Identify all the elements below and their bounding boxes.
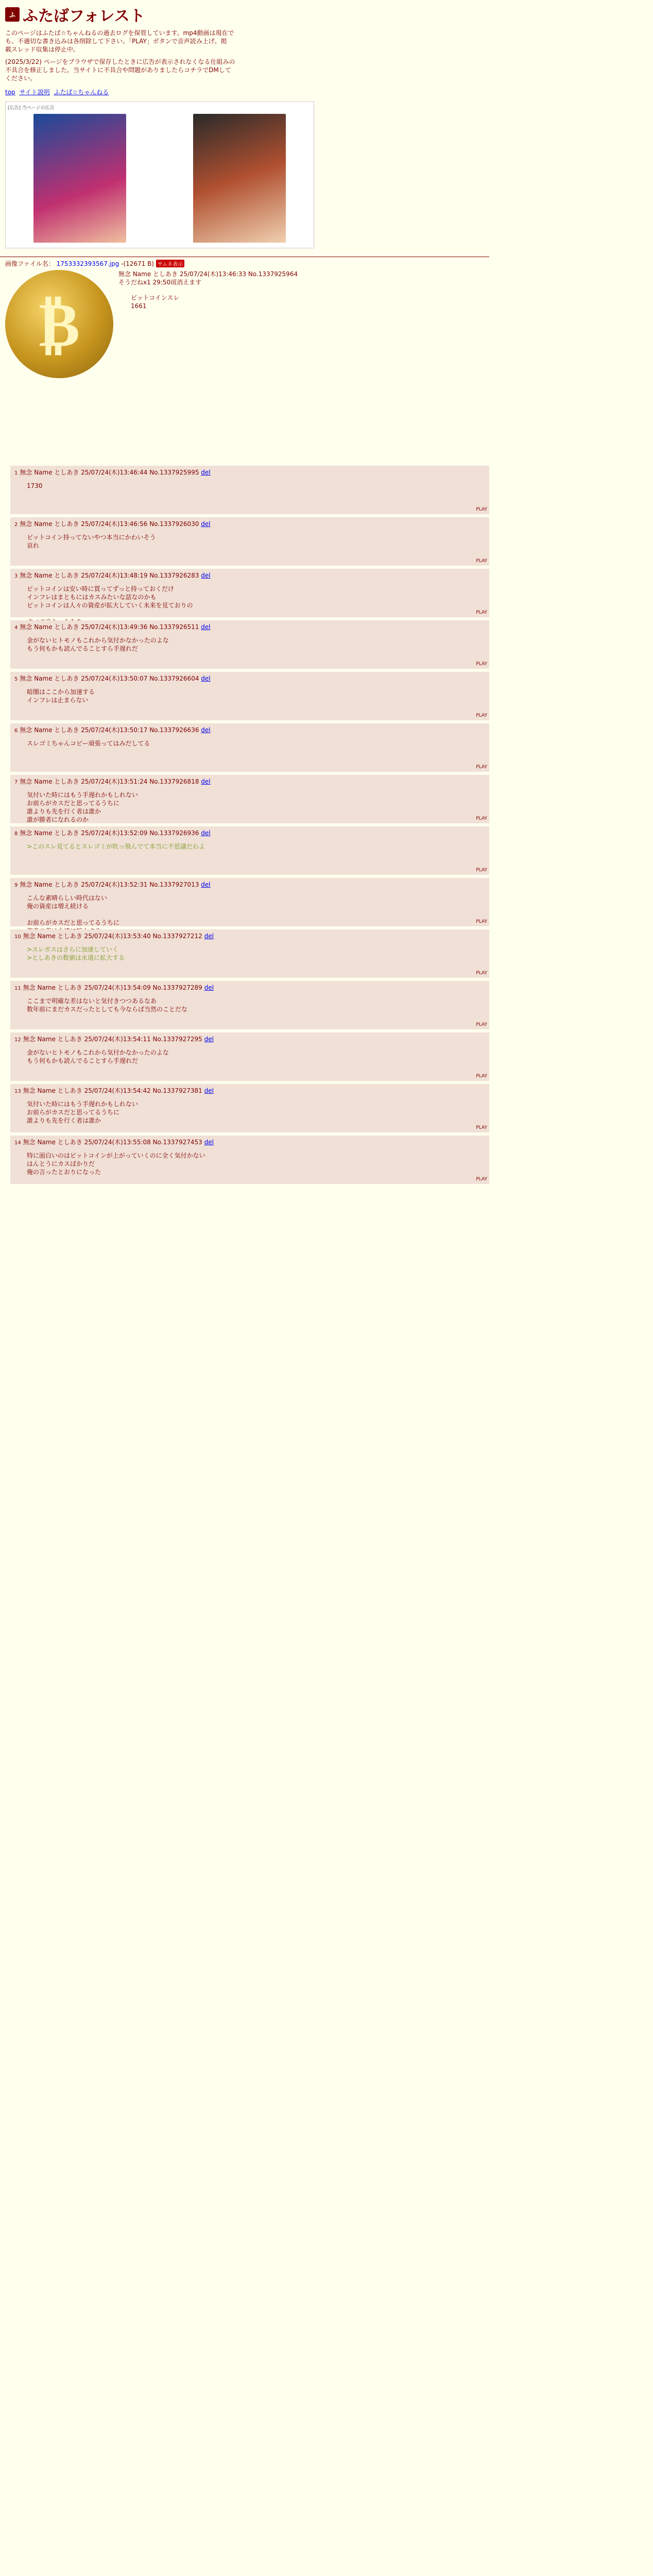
ad-image-2[interactable] [193,114,286,243]
reply-body: >スレガスはさらに加速していく >としあきの数値は永遠に拡大する [27,946,125,961]
reply-meta: 5 無念 Name としあき 25/07/24(木)13:50:07 No.1337926604 del [14,675,211,682]
site-notice: このページはふたば☆ちゃんねるの過去ログを保管しています。mp4動画は現在で も、不適切な書き込みは各削除して下さい。「PLAY」ボタンで音声読み上げ。掲 載スレッド収集は停止中。 (2025/3/22) ページをブラウザで保存したときに広告が表示されなくなる仕組みの 不具合を修正しました。当サイトに不具合や問題がありましたらコチラでDMして ください。 [5,29,235,82]
reply-number: 13 [14,1089,21,1094]
reply-item [10,878,489,926]
reply-meta: 13 無念 Name としあき 25/07/24(木)13:54:42 No.1337927381 del [14,1087,214,1094]
del-link[interactable]: del [201,881,211,888]
reply-body: ここまで明確な差はないと気付きつつあるなあ 数年前にまだカスだったとしても今ならば当然のことだな [27,997,188,1013]
play-button[interactable]: PLAY [476,610,487,615]
page-header [0,0,653,248]
reply-list [10,466,489,1187]
reply-number: 5 [14,676,18,682]
reply-number: 8 [14,831,18,837]
del-link[interactable]: del [204,984,214,991]
reply-item [10,1032,489,1081]
del-link[interactable]: del [201,778,211,785]
reply-meta: 9 無念 Name としあき 25/07/24(木)13:52:31 No.1337927013 del [14,881,211,888]
play-button[interactable]: PLAY [476,1125,487,1130]
reply-meta: 11 無念 Name としあき 25/07/24(木)13:54:09 No.1337927289 del [14,984,214,991]
reply-number: 10 [14,934,21,940]
reply-body: 暗闇はここから加速する インフレは止まらない [27,688,95,704]
file-line: 画像ファイル名： 1753332393567.jpg -(12671 B) サムネ表示 [5,259,648,268]
reply-meta: 14 無念 Name としあき 25/07/24(木)13:55:08 No.1337927453 del [14,1139,214,1146]
reply-item [10,620,489,669]
del-link[interactable]: del [204,933,214,940]
link-top[interactable]: top [5,89,15,96]
reply-body: こんな素晴らしい時代はない 俺の資産は増え続ける お前らがカスだと思ってるうちに [27,894,120,926]
del-link[interactable]: del [201,520,211,528]
reply-item [10,672,489,720]
reply-body: ビットコイン持ってないやつ本当にかわいそう 哀れ [27,534,156,549]
reply-meta: 4 無念 Name としあき 25/07/24(木)13:49:36 No.1337926511 del [14,623,211,631]
link-futaba[interactable]: ふたば☆ちゃんねる [54,89,109,96]
reply-number: 6 [14,728,18,734]
reply-body: ビットコインは安い時に買ってずっと持っておくだけ インフレはまともにはカスみたいな話なのかも ビットコインは人々の資産が拡大していく未来を見ておりの [27,585,193,609]
del-link[interactable]: del [201,469,211,476]
reply-body: 気付いた時にはもう手遅れかもしれない お前らがカスだと思ってるうちに 誰よりも先を行く者は誰か 誰が勝者になれるのか [27,791,139,823]
reply-body: 1730 [27,482,43,489]
site-title [5,3,648,26]
site-logo-icon[interactable]: ふ [5,7,20,22]
reply-body: スレゴミちゃんコピー頑張ってはみだしてる [27,740,150,747]
file-link[interactable]: 1753332393567.jpg [56,260,119,267]
bitcoin-image[interactable]: ₿ [5,270,113,378]
play-button[interactable]: PLAY [476,1074,487,1079]
del-link[interactable]: del [201,623,211,631]
reply-number: 9 [14,883,18,888]
reply-number: 3 [14,573,18,579]
reply-item [10,981,489,1029]
del-link[interactable]: del [201,726,211,734]
ad-box [5,101,314,248]
reply-meta: 7 無念 Name としあき 25/07/24(木)13:51:24 No.1337926818 del [14,778,211,785]
reply-meta: 10 無念 Name としあき 25/07/24(木)13:53:40 No.1337927212 del [14,933,214,940]
op-meta: 無念 Name としあき 25/07/24(木)13:46:33 No.1337925964 [118,270,298,278]
play-button[interactable]: PLAY [476,507,487,512]
link-about[interactable]: サイト説明 [19,89,50,96]
reply-item [10,723,489,772]
play-button[interactable]: PLAY [476,816,487,821]
thread-op [0,257,653,380]
reply-body: 気付いた時にはもう手遅れかもしれない お前らがカスだと思ってるうちに 誰よりも先を行く者は誰か [27,1100,139,1124]
play-button[interactable]: PLAY [476,919,487,924]
play-button[interactable]: PLAY [476,1022,487,1027]
reply-body: 特に面白いのはビットコインが上がっていくのに全く気付かない はんとうにカスばかりだ 俺の言ったとおりになった [27,1152,205,1176]
ad-label: [広告] 当ページの広告 [8,106,55,111]
reply-body: >このスレ見てるとスレゴミが吹っ飛んでて本当に不思議だわよ [27,843,205,850]
reply-meta: 12 無念 Name としあき 25/07/24(木)13:54:11 No.1337927295 del [14,1036,214,1043]
reply-meta: 6 無念 Name としあき 25/07/24(木)13:50:17 No.1337926636 del [14,726,211,734]
play-button[interactable]: PLAY [476,971,487,976]
site-links [5,88,648,96]
del-link[interactable]: del [201,572,211,579]
reply-number: 7 [14,779,18,785]
reply-meta: 1 無念 Name としあき 25/07/24(木)13:46:44 No.1337925995 del [14,469,211,476]
reply-item [10,466,489,514]
site-name: ふたばフォレスト [23,7,145,25]
play-button[interactable]: PLAY [476,662,487,667]
del-link[interactable]: del [201,829,211,837]
reply-number: 12 [14,1037,21,1043]
op-body: ビットコインスレ 1661 [131,294,180,310]
del-link[interactable]: del [204,1087,214,1094]
reply-number: 4 [14,625,18,631]
play-button[interactable]: PLAY [476,558,487,564]
reply-item [10,775,489,823]
reply-body: 金がないヒトモノもこれから気付かなかったのよな もう何もかも読んでることすら手遅れだ [27,637,169,652]
del-link[interactable]: del [204,1036,214,1043]
reply-number: 14 [14,1140,21,1146]
play-button[interactable]: PLAY [476,868,487,873]
reply-item [10,826,489,875]
reply-number: 11 [14,986,21,991]
reply-number: 1 [14,470,18,476]
reply-item [10,569,489,617]
reply-item [10,517,489,566]
del-link[interactable]: del [201,675,211,682]
reply-meta: 8 無念 Name としあき 25/07/24(木)13:52:09 No.1337926936 del [14,829,211,837]
thumb-tag[interactable]: サムネ表示 [156,260,185,267]
play-button[interactable]: PLAY [476,765,487,770]
reply-item [10,1084,489,1132]
reply-meta: 2 無念 Name としあき 25/07/24(木)13:46:56 No.1337926030 del [14,520,211,528]
reply-meta: 3 無念 Name としあき 25/07/24(木)13:48:19 No.1337926283 del [14,572,211,579]
ad-image-1[interactable] [33,114,126,243]
play-button[interactable]: PLAY [476,1177,487,1182]
reply-item [10,1136,489,1184]
op-meta-2: そうだねx1 29:50頃消えます [118,279,202,286]
reply-item [10,929,489,978]
del-link[interactable]: del [204,1139,214,1146]
reply-body: 金がないヒトモノもこれから気付かなかったのよな もう何もかも読んでることすら手遅れだ [27,1049,169,1064]
play-button[interactable]: PLAY [476,713,487,718]
reply-number: 2 [14,522,18,528]
